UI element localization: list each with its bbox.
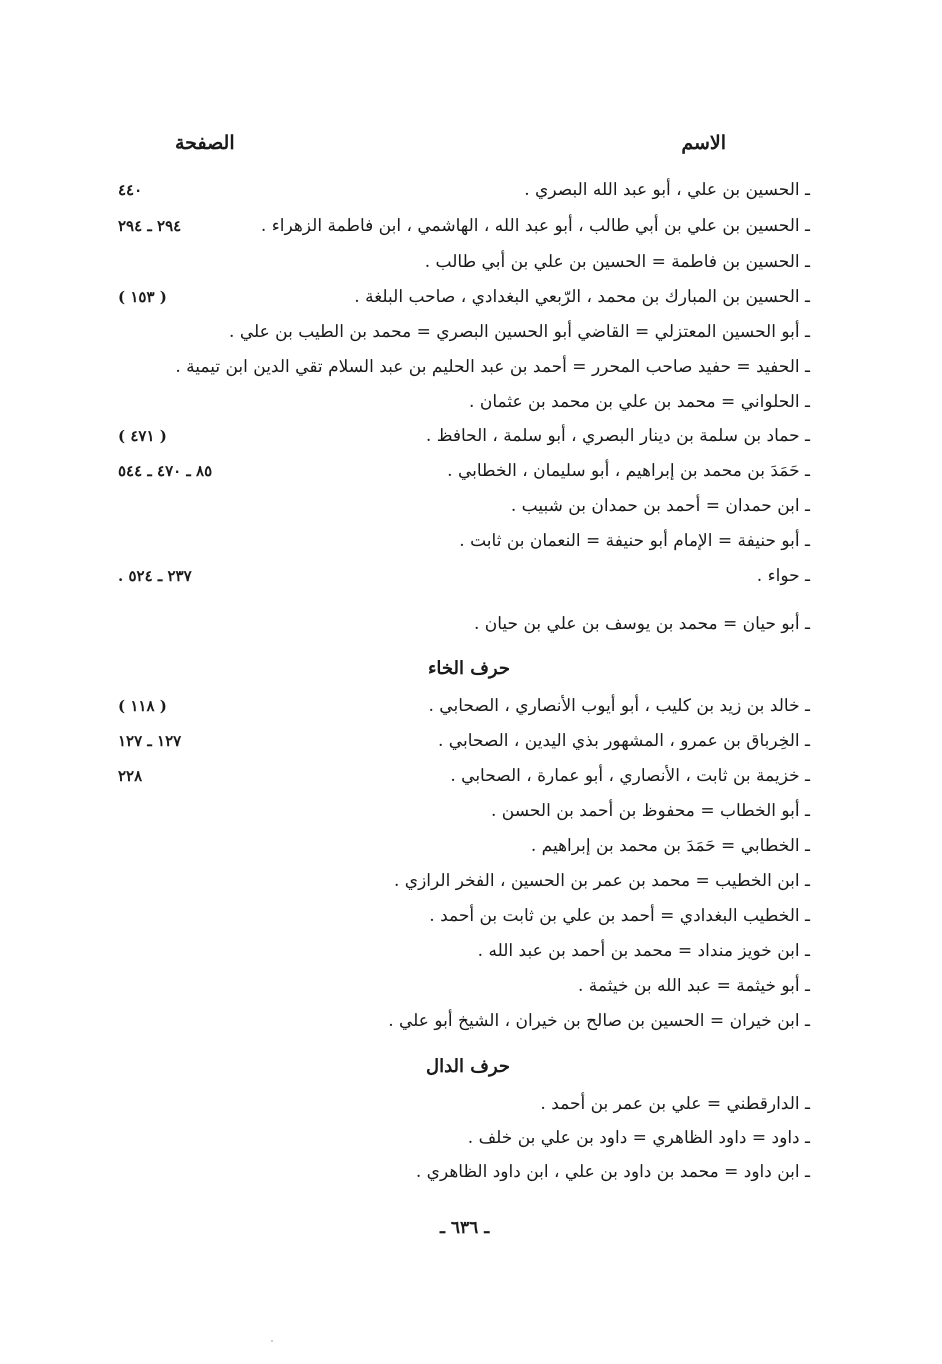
index-entry: ـ أبو حيان = محمد بن يوسف بن علي بن حيان . (473, 614, 810, 634)
page-reference: ٢٢٨ (118, 767, 143, 785)
page-reference: ( ١١٨ ) (118, 697, 167, 715)
index-entry: ـ ابن خويز منداد = محمد بن أحمد بن عبد الله . (477, 941, 810, 961)
column-header-page: الصفحة (175, 132, 235, 154)
page-number: ـ ٦٣٦ ـ (440, 1218, 490, 1238)
index-entry: ـ حماد بن سلمة بن دينار البصري ، أبو سلمة ، الحافظ . (425, 426, 810, 446)
section-heading-dal: حرف الدال (426, 1056, 510, 1077)
index-entry: ـ الحفيد = حفيد صاحب المحرر = أحمد بن عبد الحليم بن عبد السلام تقي الدين ابن تيمية . (175, 357, 810, 377)
page-reference: ١٢٧ ـ ١٢٧ (118, 732, 182, 750)
page-reference: ( ١٥٣ ) (118, 288, 167, 306)
index-entry: ـ الخطيب البغدادي = أحمد بن علي بن ثابت بن أحمد . (429, 906, 810, 926)
index-entry: ـ الدارقطني = علي بن عمر بن أحمد . (540, 1094, 810, 1114)
page-reference: ٢٣٧ ـ ٥٢٤ . (118, 567, 192, 585)
index-entry: ـ ابن خيران = الحسين بن صالح بن خيران ، الشيخ أبو علي . (388, 1011, 810, 1031)
index-entry: ـ الحلواني = محمد بن علي بن محمد بن عثمان . (469, 392, 810, 412)
index-entry: ـ ابن الخطيب = محمد بن عمر بن الحسين ، الفخر الرازي . (393, 871, 810, 891)
index-entry: ـ أبو الحسين المعتزلي = القاضي أبو الحسين البصري = محمد بن الطيب بن علي . (229, 322, 810, 342)
index-entry: ـ ابن داود = محمد بن داود بن علي ، ابن داود الظاهري . (415, 1162, 810, 1182)
index-entry: ـ الحسين بن علي ، أبو عبد الله البصري . (524, 180, 810, 200)
index-entry: ـ داود = داود الظاهري = داود بن علي بن خلف . (467, 1128, 810, 1148)
page-reference: ٨٥ ـ ٤٧٠ ـ ٥٤٤ (118, 462, 213, 480)
index-entry: ـ الحسين بن المبارك بن محمد ، الرّبعي البغدادي ، صاحب البلغة . (354, 287, 810, 307)
page-reference: ( ٤٧١ ) (118, 427, 167, 445)
index-entry: ـ خزيمة بن ثابت ، الأنصاري ، أبو عمارة ، الصحابي . (450, 766, 810, 786)
index-entry: ـ حواء . (756, 566, 810, 586)
index-entry: ـ الخِرباق بن عمرو ، المشهور بذي اليدين ، الصحابي . (438, 731, 810, 751)
index-entry: ـ أبو حنيفة = الإمام أبو حنيفة = النعمان بن ثابت . (459, 531, 810, 551)
index-entry: ـ ابن حمدان = أحمد بن حمدان بن شبيب . (510, 496, 810, 516)
index-entry: ـ أبو خيثمة = عبد الله بن خيثمة . (577, 976, 810, 996)
index-entry: ـ الحسين بن فاطمة = الحسين بن علي بن أبي طالب . (424, 252, 810, 272)
section-heading-kha: حرف الخاء (427, 658, 510, 679)
index-entry: ـ خالد بن زيد بن كليب ، أبو أيوب الأنصاري ، الصحابي . (428, 696, 810, 716)
page-reference: ٢٩٤ ـ ٢٩٤ (118, 217, 182, 235)
index-entry: ـ الخطابي = حَمَدَ بن محمد بن إبراهيم . (530, 836, 810, 856)
index-entry: ـ حَمَدَ بن محمد بن إبراهيم ، أبو سليمان ، الخطابي . (447, 461, 810, 481)
index-entry: ـ أبو الخطاب = محفوظ بن أحمد بن الحسن . (491, 801, 810, 821)
index-entry: ـ الحسين بن علي بن أبي طالب ، أبو عبد الله ، الهاشمي ، ابن فاطمة الزهراء . (260, 216, 810, 236)
page-reference: ٤٤٠ (118, 181, 143, 199)
scan-speck (271, 1340, 273, 1342)
column-header-name: الاسم (681, 132, 726, 154)
